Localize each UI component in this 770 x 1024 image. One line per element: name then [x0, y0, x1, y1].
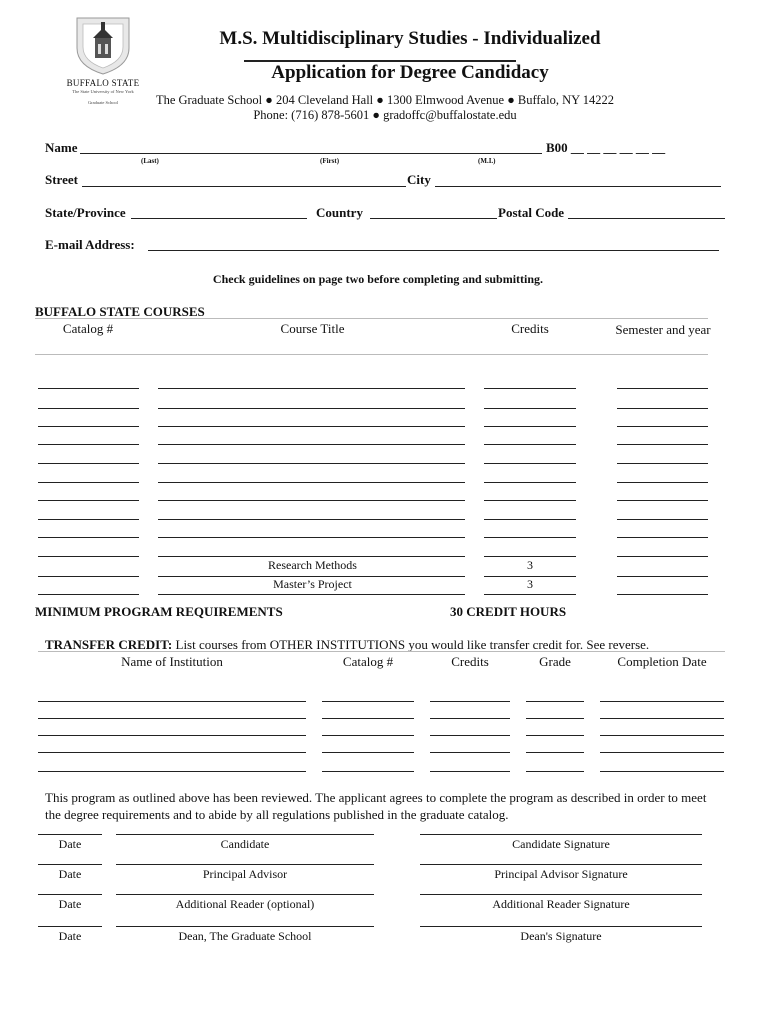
transfer-row-3-catalog-input[interactable]	[322, 735, 414, 736]
col-grade-header: Grade	[539, 654, 571, 669]
principal-advisor-date-line[interactable]	[38, 864, 102, 865]
course-row-4-catalog-input[interactable]	[38, 444, 139, 445]
transfer-heading-text: List courses from OTHER INSTITUTIONS you would like transfer credit for. See reverse.	[172, 637, 650, 652]
minimum-requirements-label: MINIMUM PROGRAM REQUIREMENTS	[35, 604, 283, 619]
guidelines-note: Check guidelines on page two before completing and submitting.	[212, 272, 544, 286]
country-label: Country	[316, 205, 363, 220]
postal-code-input[interactable]	[568, 218, 725, 219]
course-title-masters-project: Master’s Project	[273, 577, 352, 591]
course-row-10-title-input[interactable]	[158, 556, 465, 557]
course-row-10-catalog-input[interactable]	[38, 556, 139, 557]
transfer-row-4-catalog-input[interactable]	[322, 752, 414, 753]
candidate-signature-line[interactable]	[420, 834, 702, 835]
course-row-9-title-input[interactable]	[158, 537, 465, 538]
col-credits-header: Credits	[511, 321, 549, 336]
form-title: M.S. Multidisciplinary Studies - Individualized	[219, 28, 601, 49]
course-row-7-catalog-input[interactable]	[38, 500, 139, 501]
form-subtitle: Application for Degree Candidacy	[271, 62, 549, 83]
transfer-row-3-credits-input[interactable]	[430, 735, 510, 736]
b00-id-field[interactable]: B00 __ __ __ __ __ __	[546, 140, 666, 155]
name-input[interactable]	[80, 153, 542, 154]
agreement-text: This program as outlined above has been reviewed. The applicant agrees to complete the program as described in order to meet the degree requirements and to abide by all regulations published in the graduate catalog.	[45, 790, 707, 822]
email-input[interactable]	[148, 250, 719, 251]
transfer-row-5-grade-input[interactable]	[526, 771, 584, 772]
logo-name: BUFFALO STATE	[66, 78, 140, 88]
city-label: City	[407, 172, 431, 187]
candidate-signature-label: Candidate Signature	[512, 837, 610, 851]
dean-date-line[interactable]	[38, 926, 102, 927]
course-credits-research-methods: 3	[527, 558, 533, 572]
transfer-row-5-completion-input[interactable]	[600, 771, 724, 772]
transfer-row-5-credits-input[interactable]	[430, 771, 510, 772]
col-transfer-credits-header: Credits	[451, 654, 489, 669]
course-row-2-semester-input[interactable]	[617, 408, 708, 409]
middle-initial-caption: (M.I.)	[478, 157, 496, 165]
course-row-2-title-input[interactable]	[158, 408, 465, 409]
course-row-2-catalog-input[interactable]	[38, 408, 139, 409]
course-row-3-title-input[interactable]	[158, 426, 465, 427]
principal-advisor-date-label: Date	[58, 867, 82, 881]
transfer-header-rule	[38, 651, 725, 652]
col-semester-header: Semester and year	[615, 322, 711, 337]
courses-header-rule	[35, 318, 708, 319]
transfer-row-2-institution-input[interactable]	[38, 718, 306, 719]
dean-name-line[interactable]	[116, 926, 374, 927]
course-row-12-credits-input[interactable]	[484, 594, 576, 595]
course-row-9-credits-input[interactable]	[484, 537, 576, 538]
course-row-4-semester-input[interactable]	[617, 444, 708, 445]
course-row-7-semester-input[interactable]	[617, 500, 708, 501]
transfer-row-2-completion-input[interactable]	[600, 718, 724, 719]
principal-advisor-role-label: Principal Advisor	[202, 867, 288, 881]
transfer-row-3-completion-input[interactable]	[600, 735, 724, 736]
course-row-10-semester-input[interactable]	[617, 556, 708, 557]
additional-reader-signature-line[interactable]	[420, 894, 702, 895]
course-row-1-semester-input[interactable]	[617, 388, 708, 389]
logo-unit: Graduate School	[87, 100, 119, 105]
transfer-row-3-institution-input[interactable]	[38, 735, 306, 736]
transfer-row-1-credits-input[interactable]	[430, 701, 510, 702]
transfer-row-1-grade-input[interactable]	[526, 701, 584, 702]
additional-reader-date-label: Date	[58, 897, 82, 911]
logo-tagline: The State University of New York	[72, 89, 134, 94]
transfer-row-2-grade-input[interactable]	[526, 718, 584, 719]
course-row-8-catalog-input[interactable]	[38, 519, 139, 520]
course-row-5-semester-input[interactable]	[617, 463, 708, 464]
dean-date-label: Date	[58, 929, 82, 943]
transfer-row-1-completion-input[interactable]	[600, 701, 724, 702]
seal-icon	[73, 14, 133, 76]
dean-role-label: Dean, The Graduate School	[178, 929, 312, 943]
first-name-caption: (First)	[320, 157, 340, 165]
office-contact: Phone: (716) 878-5601 ● gradoffc@buffalostate.edu	[253, 108, 517, 122]
postal-code-label: Postal Code	[498, 205, 565, 220]
courses-heading: BUFFALO STATE COURSES	[35, 304, 205, 319]
dean-signature-label: Dean's Signature	[520, 929, 602, 943]
transfer-row-1-institution-input[interactable]	[38, 701, 306, 702]
course-row-7-credits-input[interactable]	[484, 500, 576, 501]
course-row-12-catalog-input[interactable]	[38, 594, 139, 595]
street-input[interactable]	[82, 186, 406, 187]
course-row-7-title-input[interactable]	[158, 500, 465, 501]
course-row-9-semester-input[interactable]	[617, 537, 708, 538]
course-row-4-title-input[interactable]	[158, 444, 465, 445]
courses-columns-rule	[35, 354, 708, 355]
transfer-row-5-institution-input[interactable]	[38, 771, 306, 772]
transfer-row-3-grade-input[interactable]	[526, 735, 584, 736]
course-row-12-title-input[interactable]	[158, 594, 465, 595]
transfer-row-5-catalog-input[interactable]	[322, 771, 414, 772]
course-row-4-credits-input[interactable]	[484, 444, 576, 445]
course-credits-masters-project: 3	[527, 577, 533, 591]
candidate-date-label: Date	[58, 837, 82, 851]
candidate-date-line[interactable]	[38, 834, 102, 835]
principal-advisor-name-line[interactable]	[116, 864, 374, 865]
transfer-row-4-grade-input[interactable]	[526, 752, 584, 753]
minimum-credit-hours: 30 CREDIT HOURS	[450, 604, 567, 619]
course-row-1-credits-input[interactable]	[484, 388, 576, 389]
course-title-research-methods: Research Methods	[268, 558, 357, 572]
transfer-row-4-institution-input[interactable]	[38, 752, 306, 753]
country-input[interactable]	[370, 218, 497, 219]
transfer-row-1-catalog-input[interactable]	[322, 701, 414, 702]
office-address: The Graduate School ● 204 Cleveland Hall ● 1300 Elmwood Avenue ● Buffalo, NY 14222	[155, 93, 615, 107]
email-label: E-mail Address:	[45, 237, 135, 252]
col-course-title-header: Course Title	[280, 321, 345, 336]
course-row-11-catalog-input[interactable]	[38, 576, 139, 577]
course-row-6-credits-input[interactable]	[484, 482, 576, 483]
state-input[interactable]	[131, 218, 307, 219]
course-row-1-title-input[interactable]	[158, 388, 465, 389]
course-row-11-semester-input[interactable]	[617, 576, 708, 577]
additional-reader-role-label: Additional Reader (optional)	[175, 897, 315, 911]
transfer-row-4-credits-input[interactable]	[430, 752, 510, 753]
state-label: State/Province	[45, 205, 126, 220]
course-row-10-credits-input[interactable]	[484, 556, 576, 557]
col-institution-header: Name of Institution	[121, 654, 223, 669]
transfer-row-4-completion-input[interactable]	[600, 752, 724, 753]
name-label: Name	[45, 140, 78, 155]
course-row-6-semester-input[interactable]	[617, 482, 708, 483]
transfer-heading-label: TRANSFER CREDIT:	[45, 637, 173, 652]
course-row-3-semester-input[interactable]	[617, 426, 708, 427]
course-row-12-semester-input[interactable]	[617, 594, 708, 595]
course-row-8-credits-input[interactable]	[484, 519, 576, 520]
col-catalog-header: Catalog #	[62, 321, 114, 336]
course-row-9-catalog-input[interactable]	[38, 537, 139, 538]
transfer-row-2-catalog-input[interactable]	[322, 718, 414, 719]
candidate-name-line[interactable]	[116, 834, 374, 835]
course-row-8-semester-input[interactable]	[617, 519, 708, 520]
course-row-5-catalog-input[interactable]	[38, 463, 139, 464]
course-row-8-title-input[interactable]	[158, 519, 465, 520]
last-name-caption: (Last)	[141, 157, 159, 165]
dean-signature-line[interactable]	[420, 926, 702, 927]
additional-reader-date-line[interactable]	[38, 894, 102, 895]
course-row-6-title-input[interactable]	[158, 482, 465, 483]
course-row-3-credits-input[interactable]	[484, 426, 576, 427]
city-input[interactable]	[435, 186, 721, 187]
col-transfer-catalog-header: Catalog #	[342, 654, 394, 669]
course-row-5-title-input[interactable]	[158, 463, 465, 464]
course-row-1-catalog-input[interactable]	[38, 388, 139, 389]
additional-reader-signature-label: Additional Reader Signature	[492, 897, 630, 911]
col-completion-header: Completion Date	[617, 654, 707, 669]
candidate-role-label: Candidate	[220, 837, 270, 851]
transfer-row-2-credits-input[interactable]	[430, 718, 510, 719]
street-label: Street	[45, 172, 78, 187]
course-row-5-credits-input[interactable]	[484, 463, 576, 464]
principal-advisor-signature-line[interactable]	[420, 864, 702, 865]
principal-advisor-signature-label: Principal Advisor Signature	[494, 867, 628, 881]
course-row-3-catalog-input[interactable]	[38, 426, 139, 427]
course-row-2-credits-input[interactable]	[484, 408, 576, 409]
additional-reader-name-line[interactable]	[116, 894, 374, 895]
course-row-6-catalog-input[interactable]	[38, 482, 139, 483]
